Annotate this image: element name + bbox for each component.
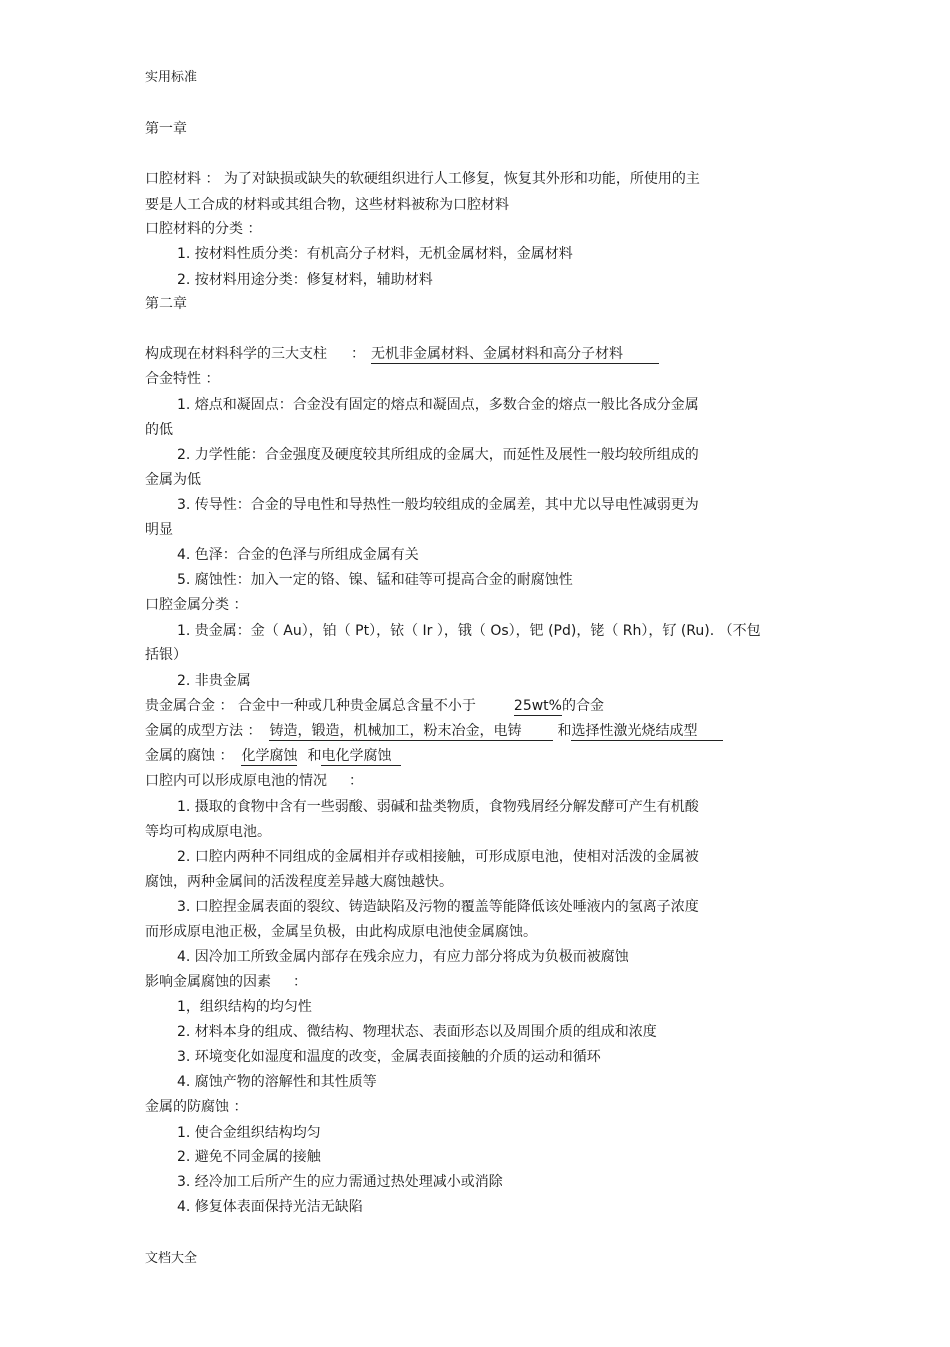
list-item-continued: 的低 (145, 422, 173, 438)
list-item: 2. 按材料用途分类：修复材料，辅助材料 (177, 272, 433, 288)
page-footer: 文档大全 (145, 1251, 198, 1266)
pillars-colon: ： (351, 346, 365, 362)
forming-value: 选择性激光烧结成型 (571, 723, 723, 741)
list-item: 1. 熔点和凝固点：合金没有固定的熔点和凝固点，多数合金的熔点一般比各成分金属 (177, 397, 699, 413)
corrosion-value: 电化学腐蚀 (321, 748, 401, 766)
list-item: 2. 非贵金属 (177, 673, 251, 689)
page-header: 实用标准 (145, 70, 198, 85)
section-title: 口腔材料的分类 ： (145, 221, 262, 237)
paragraph-line: 口腔材料 ： 为了对缺损或缺失的软硬组织进行人工修复，恢复其外形和功能，所使用的主 (145, 171, 700, 187)
noble-alloy-prefix: 贵金属合金 ： 合金中一种或几种贵金属总含量不小于 (145, 698, 476, 714)
forming-and: 和 (557, 723, 572, 739)
list-item: 3. 传导性：合金的导电性和导热性一般均较组成的金属差，其中尤以导电性减弱更为 (177, 497, 699, 513)
list-item: 4. 修复体表面保持光洁无缺陷 (177, 1199, 363, 1215)
section-title: 合金特性 ： (145, 371, 220, 387)
list-item: 1. 摄取的食物中含有一些弱酸、弱碱和盐类物质，食物残屑经分解发酵可产生有机酸 (177, 799, 699, 815)
list-item-continued: 等均可构成原电池。 (145, 824, 271, 840)
forming-line (145, 722, 723, 741)
list-item-continued: 金属为低 (145, 472, 201, 488)
noble-alloy-value: 25wt% (513, 698, 562, 714)
corrosion-value: 化学腐蚀 (241, 748, 298, 764)
list-item: 2. 力学性能：合金强度及硬度较其所组成的金属大，而延性及展性一般均较所组成的 (177, 447, 699, 463)
noble-alloy-line (145, 697, 604, 716)
pillars-label: 构成现在材料科学的三大支柱 (145, 346, 327, 362)
list-item: 3. 经冷加工后所产生的应力需通过热处理减小或消除 (177, 1174, 503, 1190)
list-item: 4. 腐蚀产物的溶解性和其性质等 (177, 1074, 377, 1090)
list-item: 1. 使合金组织结构均匀 (177, 1125, 321, 1141)
list-item: 2. 避免不同金属的接触 (177, 1149, 321, 1165)
list-item: 2. 材料本身的组成、微结构、物理状态、表面形态以及周围介质的组成和浓度 (177, 1024, 657, 1040)
list-item-continued: 明显 (145, 522, 173, 538)
pillars-line (145, 345, 659, 364)
forming-prefix: 金属的成型方法 ： (145, 723, 262, 739)
factor-title: 影响金属腐蚀的因素 (145, 974, 271, 990)
chapter-2-title: 第二章 (145, 296, 187, 312)
list-item: 1，组织结构的均匀性 (177, 999, 312, 1015)
cell-title: 口腔内可以形成原电池的情况 (145, 773, 327, 789)
list-item: 5. 腐蚀性：加入一定的铬、镍、锰和硅等可提高合金的耐腐蚀性 (177, 572, 573, 588)
noble-alloy-suffix: 的合金 (561, 698, 604, 714)
list-item-continued: 而形成原电池正极，金属呈负极，由此构成原电池使金属腐蚀。 (145, 924, 537, 940)
forming-value: 铸造，锻造，机械加工，粉末冶金，电铸 (269, 723, 553, 741)
section-title (145, 772, 363, 790)
paragraph-line: 要是人工合成的材料或其组合物，这些材料被称为口腔材料 (145, 197, 509, 213)
list-item: 4. 色泽：合金的色泽与所组成金属有关 (177, 547, 419, 563)
factor-colon: ： (293, 974, 307, 990)
list-item-continued: 括银） (145, 647, 187, 663)
pillars-value: 无机非金属材料、金属材料和高分子材料 (371, 346, 659, 364)
list-item: 1. 按材料性质分类：有机高分子材料，无机金属材料，金属材料 (177, 246, 573, 262)
chapter-1-title: 第一章 (145, 121, 187, 137)
cell-colon: ： (349, 773, 363, 789)
list-item-continued: 腐蚀，两种金属间的活泼程度差异越大腐蚀越快。 (145, 874, 453, 890)
corrosion-line (145, 747, 401, 766)
section-title: 金属的防腐蚀 ： (145, 1099, 248, 1115)
corrosion-prefix: 金属的腐蚀 ： (145, 748, 234, 764)
list-item: 2. 口腔内两种不同组成的金属相并存或相接触，可形成原电池，使相对活泼的金属被 (177, 849, 699, 865)
list-item: 4. 因冷加工所致金属内部存在残余应力，有应力部分将成为负极而被腐蚀 (177, 949, 629, 965)
section-title (145, 973, 307, 991)
section-title: 口腔金属分类 ： (145, 597, 248, 613)
list-item: 1. 贵金属：金（ Au），铂（ Pt），铱（ Ir ），锇（ Os），钯 (Pd)，铑（ Rh），钌 (Ru). （不包 (177, 623, 761, 639)
list-item: 3. 口腔捏金属表面的裂纹、铸造缺陷及污物的覆盖等能降低该处唾液内的氢离子浓度 (177, 899, 699, 915)
list-item: 3. 环境变化如湿度和温度的改变，金属表面接触的介质的运动和循环 (177, 1049, 601, 1065)
corrosion-and: 和 (307, 748, 322, 764)
